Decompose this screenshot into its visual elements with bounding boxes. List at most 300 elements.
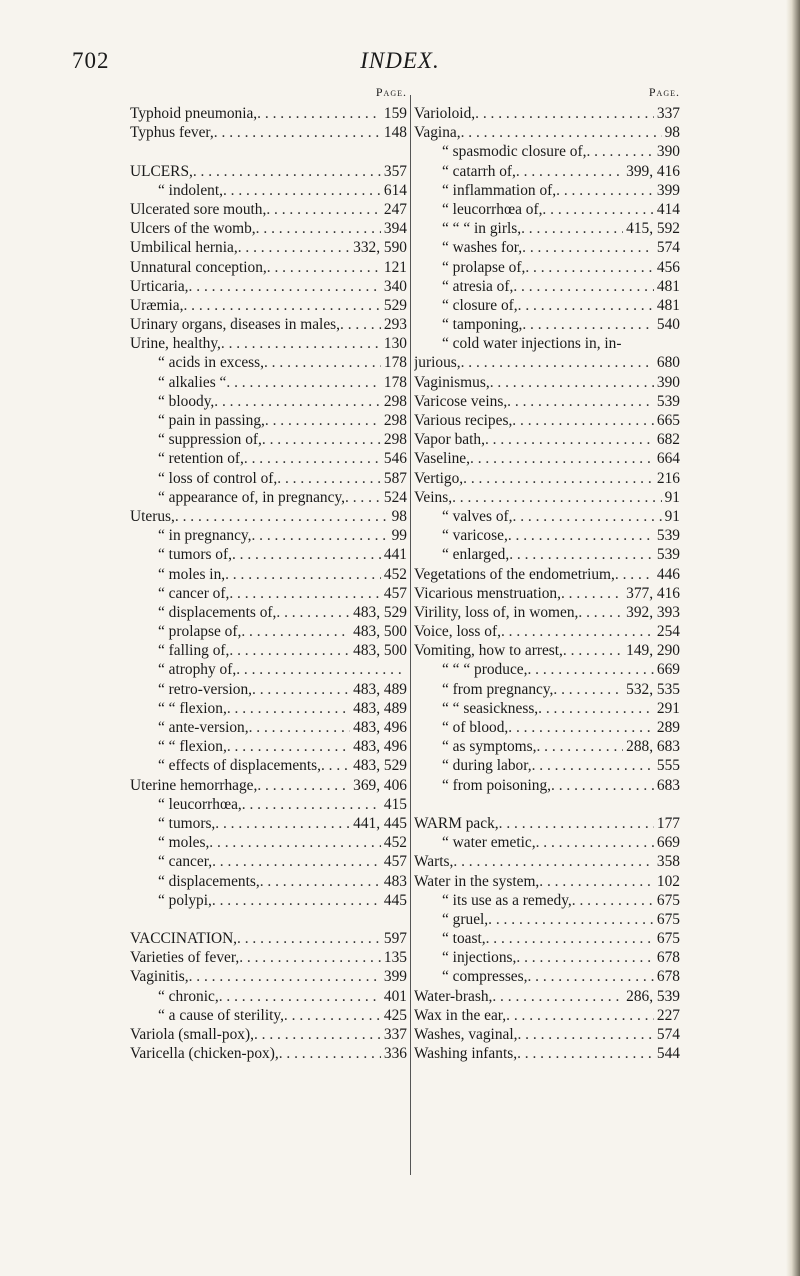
entry-label: “ leucorrhœa of, (442, 200, 543, 218)
entry-label: “ from poisoning, (442, 776, 552, 794)
entry-label: ULCERS, (130, 162, 193, 180)
dot-leader (260, 872, 381, 891)
dot-leader (193, 162, 381, 181)
entry-pages: 298 (383, 412, 407, 429)
entry-pages: 669 (656, 834, 680, 852)
entry-label: Uræmia, (130, 296, 184, 314)
entry-label: Typhoid pneumonia, (130, 105, 258, 122)
dot-leader (452, 488, 662, 507)
dot-leader (501, 622, 654, 641)
dot-leader (551, 776, 654, 795)
entry-label: Various recipes, (414, 412, 513, 429)
entry-label: “ valves of, (442, 507, 513, 525)
dot-leader (615, 565, 654, 584)
index-entry (130, 776, 407, 795)
dot-leader (189, 277, 381, 296)
entry-label: “ prolapse of, (442, 258, 526, 276)
index-entry (414, 258, 680, 277)
dot-leader (237, 929, 381, 948)
entry-pages: 98 (391, 507, 407, 525)
entry-label: “ “ flexion, (158, 699, 227, 717)
entry-pages: 452 (383, 565, 407, 583)
entry-pages: 441, 445 (353, 814, 407, 832)
entry-pages: 680 (656, 354, 680, 372)
dot-leader (578, 603, 623, 622)
dot-leader (517, 1044, 654, 1063)
entry-label: Ulcers of the womb, (130, 220, 256, 238)
dot-leader (249, 718, 351, 737)
entry-pages: 135 (383, 949, 407, 967)
dot-leader (553, 680, 623, 699)
entry-pages: 377, 416 (626, 584, 680, 602)
dot-leader (183, 296, 380, 315)
index-entry (130, 680, 407, 699)
index-entry (130, 1044, 407, 1063)
entry-pages: 337 (383, 1026, 407, 1043)
entry-pages: 415, 592 (626, 220, 680, 238)
entry-label: Washing infants, (414, 1045, 518, 1063)
dot-leader (239, 948, 381, 967)
entry-pages: 669 (656, 661, 680, 679)
entry-pages: 483, 489 (353, 699, 407, 717)
dot-leader (506, 1006, 654, 1025)
index-entry (130, 353, 407, 372)
entry-pages: 483, 496 (353, 738, 407, 756)
entry-pages: 539 (656, 527, 680, 545)
dot-leader (225, 565, 381, 584)
entry-pages: 99 (391, 527, 407, 545)
entry-label: Urinary organs, diseases in males, (130, 316, 341, 334)
entry-pages: 678 (656, 968, 680, 986)
entry-pages: 178 (383, 354, 407, 372)
entry-label: Varioloid, (414, 105, 476, 122)
index-column-left (130, 85, 407, 1063)
index-entry (414, 200, 680, 219)
entry-pages: 148 (383, 124, 407, 142)
index-entry (414, 488, 680, 507)
entry-pages: 457 (383, 584, 407, 602)
entry-pages: 425 (383, 1006, 407, 1024)
entry-pages: 529 (383, 296, 407, 314)
entry-pages: 678 (656, 949, 680, 967)
entry-pages: 446 (656, 565, 680, 583)
dot-leader (522, 315, 654, 334)
dot-leader (486, 929, 654, 948)
dot-leader (525, 258, 654, 277)
dot-leader (252, 680, 350, 699)
entry-label: “ its use as a remedy, (442, 891, 572, 909)
entry-label: Urticaria, (130, 277, 189, 295)
entry-label: “ suppression of, (158, 431, 262, 449)
index-entry (414, 967, 680, 986)
index-entry (414, 776, 680, 795)
index-entry (414, 929, 680, 948)
index-entry (414, 545, 680, 564)
dot-leader (561, 584, 623, 603)
entry-label: Vertigo, (414, 469, 464, 487)
dot-leader (453, 852, 654, 871)
index-entry (414, 411, 680, 430)
entry-label: Urine, healthy, (130, 335, 221, 353)
entry-pages: 544 (656, 1045, 680, 1063)
entry-pages: 394 (383, 220, 407, 238)
entry-label: Vomiting, how to arrest, (414, 642, 563, 660)
index-entry (414, 891, 680, 910)
entry-label: “ prolapse of, (158, 623, 242, 641)
page-column-label: Page. (375, 85, 407, 99)
dot-leader (251, 526, 388, 545)
dot-leader (215, 814, 350, 833)
index-entry (414, 238, 680, 257)
index-entry (130, 469, 407, 488)
entry-label: “ of blood, (442, 719, 509, 736)
dot-leader (507, 392, 654, 411)
entry-label: Warts, (414, 853, 454, 871)
index-entry (130, 200, 407, 219)
entry-pages: 483, 500 (353, 623, 407, 641)
index-entry (130, 123, 407, 142)
entry-label: Wax in the ear, (414, 1006, 507, 1024)
entry-pages: 664 (656, 450, 680, 468)
index-entry (130, 967, 407, 986)
entry-spacer (130, 142, 407, 161)
index-entry (130, 181, 407, 200)
index-entry (130, 660, 407, 679)
entry-pages: 539 (656, 546, 680, 564)
index-entry (130, 565, 407, 584)
dot-leader (221, 334, 381, 353)
dot-leader (516, 948, 654, 967)
entry-pages: 227 (656, 1006, 680, 1024)
entry-spacer (130, 910, 407, 929)
index-entry (130, 641, 407, 660)
index-entry (414, 948, 680, 967)
dot-leader (470, 449, 654, 468)
entry-pages: 441 (383, 546, 407, 564)
dot-leader (512, 411, 654, 430)
index-entry (414, 142, 680, 161)
dot-leader (508, 526, 654, 545)
index-entry (414, 987, 680, 1006)
entry-label: “ in pregnancy, (158, 527, 252, 545)
index-entry (130, 891, 407, 910)
dot-leader (227, 699, 350, 718)
entry-label: “ during labor, (442, 757, 532, 775)
index-entry (130, 622, 407, 641)
index-entry (130, 987, 407, 1006)
dot-leader (492, 987, 623, 1006)
index-entry (130, 507, 407, 526)
entry-pages: 483, 529 (353, 757, 407, 775)
index-entry (130, 833, 407, 852)
index-entry (414, 833, 680, 852)
page-number: 702 (72, 48, 110, 73)
entry-label: WARM pack, (414, 814, 499, 832)
entry-pages: 177 (656, 814, 680, 832)
index-entry (130, 545, 407, 564)
index-entry (130, 814, 407, 833)
dot-leader (556, 181, 654, 200)
entry-pages: 392, 393 (626, 603, 680, 621)
entry-pages: 291 (656, 699, 680, 717)
entry-label: “ water emetic, (442, 834, 536, 852)
entry-label: “ falling of, (158, 642, 230, 660)
dot-leader (279, 1044, 381, 1063)
entry-label: “ enlarged, (442, 546, 510, 564)
dot-leader (522, 238, 654, 257)
index-entry (414, 737, 680, 756)
entry-pages: 298 (383, 392, 407, 410)
entry-pages: 130 (383, 335, 407, 353)
dot-leader (264, 353, 381, 372)
index-entry (414, 392, 680, 411)
entry-pages: 91 (664, 488, 680, 506)
index-entry (414, 1006, 680, 1025)
entry-label: Typhus fever, (130, 124, 214, 142)
entry-pages: 178 (383, 373, 407, 391)
dot-leader (461, 123, 662, 142)
index-entry (414, 373, 680, 392)
dot-leader (509, 545, 654, 564)
index-entry (414, 680, 680, 699)
dot-leader (586, 142, 653, 161)
entry-spacer (414, 795, 680, 814)
entry-label: “ alkalies “ (158, 373, 227, 391)
entry-label: Varicella (chicken-pox), (130, 1045, 279, 1063)
dot-leader (241, 622, 350, 641)
entry-pages: 481 (656, 296, 680, 314)
entry-label: “ pain in passing, (158, 412, 265, 429)
page-header (0, 48, 800, 78)
entry-pages: 481 (656, 277, 680, 295)
index-entry (414, 430, 680, 449)
entry-label: “ polypi, (158, 891, 212, 909)
entry-label: “ gruel, (442, 910, 489, 928)
entry-pages: 540 (656, 316, 680, 334)
index-entry (414, 469, 680, 488)
dot-leader (256, 219, 381, 238)
entry-pages: 597 (383, 930, 407, 948)
dot-leader (214, 123, 381, 142)
index-entry (414, 104, 680, 123)
entry-label: “ displacements of, (158, 603, 277, 621)
dot-leader (257, 776, 350, 795)
entry-label: Vaginismus, (414, 373, 490, 391)
dot-leader (463, 469, 654, 488)
dot-leader (229, 641, 350, 660)
index-entry (130, 392, 407, 411)
index-entry (414, 910, 680, 929)
index-entry (414, 814, 680, 833)
entry-label: Water in the system, (414, 872, 540, 890)
dot-leader (227, 737, 350, 756)
entry-label: “ loss of control of, (158, 469, 278, 487)
dot-leader (242, 795, 381, 814)
page-title: INDEX. (360, 48, 440, 73)
dot-leader (244, 449, 381, 468)
entry-pages: 456 (656, 258, 680, 276)
index-entry (130, 1006, 407, 1025)
dot-leader (212, 852, 381, 871)
dot-leader (527, 660, 653, 679)
entry-label: “ cancer, (158, 853, 213, 871)
entry-label: “ appearance of, in pregnancy, (158, 488, 346, 506)
dot-leader (266, 200, 381, 219)
entry-label: Veins, (414, 488, 453, 506)
dot-leader (340, 315, 381, 334)
index-entry (414, 756, 680, 775)
index-entry (414, 296, 680, 315)
entry-label: “ bloody, (158, 392, 215, 410)
entry-pages: 614 (383, 181, 407, 199)
entry-pages: 524 (383, 488, 407, 506)
entry-pages: 445 (383, 891, 407, 909)
entry-label: “ tumors, (158, 814, 216, 832)
entry-label: “ effects of displacements, (158, 757, 321, 775)
entry-pages: 483 (383, 872, 407, 890)
index-entry (414, 526, 680, 545)
entry-pages: 91 (664, 507, 680, 525)
index-entry (414, 699, 680, 718)
entry-label: Unnatural conception, (130, 258, 267, 276)
entry-pages: 483, 529 (353, 603, 407, 621)
entry-pages: 415 (383, 795, 407, 813)
index-entry (414, 1044, 680, 1063)
entry-pages: 293 (383, 316, 407, 334)
index-entry (130, 718, 407, 737)
scan-page-edge (786, 0, 800, 1276)
entry-label: “ moles in, (158, 565, 226, 583)
index-entry (414, 123, 680, 142)
entry-label: Varicose veins, (414, 392, 508, 410)
index-entry (414, 641, 680, 660)
entry-pages: 98 (664, 124, 680, 142)
index-entry (130, 430, 407, 449)
entry-label: Ulcerated sore mouth, (130, 200, 267, 218)
entry-pages: 683 (656, 776, 680, 794)
dot-leader (321, 756, 350, 775)
dot-leader (175, 507, 389, 526)
entry-pages: 457 (383, 853, 407, 871)
index-entry (414, 277, 680, 296)
entry-label: “ “ seasickness, (442, 699, 539, 717)
entry-label: “ retro-version, (158, 680, 253, 698)
dot-leader (516, 162, 623, 181)
entry-label: “ closure of, (442, 296, 518, 314)
dot-leader (284, 1006, 381, 1025)
entry-pages: 483, 500 (353, 642, 407, 660)
entry-pages: 574 (656, 1026, 680, 1043)
dot-leader (490, 373, 654, 392)
entry-label: Variola (small-pox), (130, 1026, 254, 1043)
index-entry (414, 872, 680, 891)
entry-label: “ catarrh of, (442, 162, 516, 180)
entry-label: “ “ “ in girls, (442, 220, 522, 238)
entry-pages: 369, 406 (353, 776, 407, 794)
entry-label: Varieties of fever, (130, 949, 240, 967)
entry-label: “ washes for, (442, 239, 523, 257)
dot-leader (536, 737, 623, 756)
entry-label: Virility, loss of, in women, (414, 603, 579, 621)
dot-leader (485, 430, 654, 449)
entry-pages: 340 (383, 277, 407, 295)
entry-pages: 414 (656, 200, 680, 218)
entry-pages: 358 (656, 853, 680, 871)
index-entry (130, 373, 407, 392)
entry-label: “ “ “ produce, (442, 661, 528, 679)
index-column-right (414, 85, 680, 1063)
entry-pages: 337 (656, 105, 680, 122)
index-entry (130, 852, 407, 871)
index-entry (130, 238, 407, 257)
index-entry (414, 622, 680, 641)
index-entry (130, 411, 407, 430)
entry-label: Uterine hemorrhage, (130, 776, 258, 794)
entry-pages: 399 (656, 181, 680, 199)
entry-label: “ atresia of, (442, 277, 514, 295)
entry-pages: 336 (383, 1045, 407, 1063)
entry-label: Umbilical hernia, (130, 239, 238, 257)
dot-leader (267, 258, 381, 277)
index-entry (414, 584, 680, 603)
entry-label: “ indolent, (158, 181, 223, 199)
entry-pages: 216 (656, 469, 680, 487)
column-divider (410, 95, 411, 1175)
dot-leader (265, 411, 381, 430)
index-entry (414, 353, 680, 372)
index-entry (130, 699, 407, 718)
dot-leader (488, 910, 654, 929)
entry-pages: 483, 489 (353, 680, 407, 698)
entry-pages: 254 (656, 623, 680, 641)
entry-label: “ from pregnancy, (442, 680, 554, 698)
entry-pages: 675 (656, 891, 680, 909)
dot-leader (214, 392, 381, 411)
entry-label: Vegetations of the endometrium, (414, 565, 615, 583)
dot-leader (276, 603, 350, 622)
entry-pages: 247 (383, 200, 407, 218)
dot-leader (209, 833, 381, 852)
index-entry (414, 852, 680, 871)
entry-pages: 288, 683 (626, 738, 680, 756)
entry-label: “ as symptoms, (442, 738, 537, 756)
entry-pages: 390 (656, 373, 680, 391)
entry-label: Vaseline, (414, 450, 470, 468)
dot-leader (475, 104, 654, 123)
page-column-label: Page. (648, 85, 680, 99)
index-entry (414, 660, 680, 679)
entry-label: “ tumors of, (158, 546, 232, 564)
index-entry (130, 948, 407, 967)
entry-pages: 546 (383, 450, 407, 468)
entry-label: “ displacements, (158, 872, 260, 890)
entry-pages: 483, 496 (353, 719, 407, 736)
index-entry (414, 718, 680, 737)
index-entry (130, 296, 407, 315)
entry-label: “ retention of, (158, 450, 244, 468)
dot-leader (536, 833, 654, 852)
index-entry (130, 315, 407, 334)
entry-label: Voice, loss of, (414, 623, 501, 641)
dot-leader (499, 814, 654, 833)
index-entry (130, 872, 407, 891)
entry-pages: 121 (383, 258, 407, 276)
entry-label: Vaginitis, (130, 968, 189, 986)
entry-label: Uterus, (130, 507, 175, 525)
entry-pages: 298 (383, 431, 407, 449)
entry-pages: 675 (656, 910, 680, 928)
index-entry (130, 334, 407, 353)
